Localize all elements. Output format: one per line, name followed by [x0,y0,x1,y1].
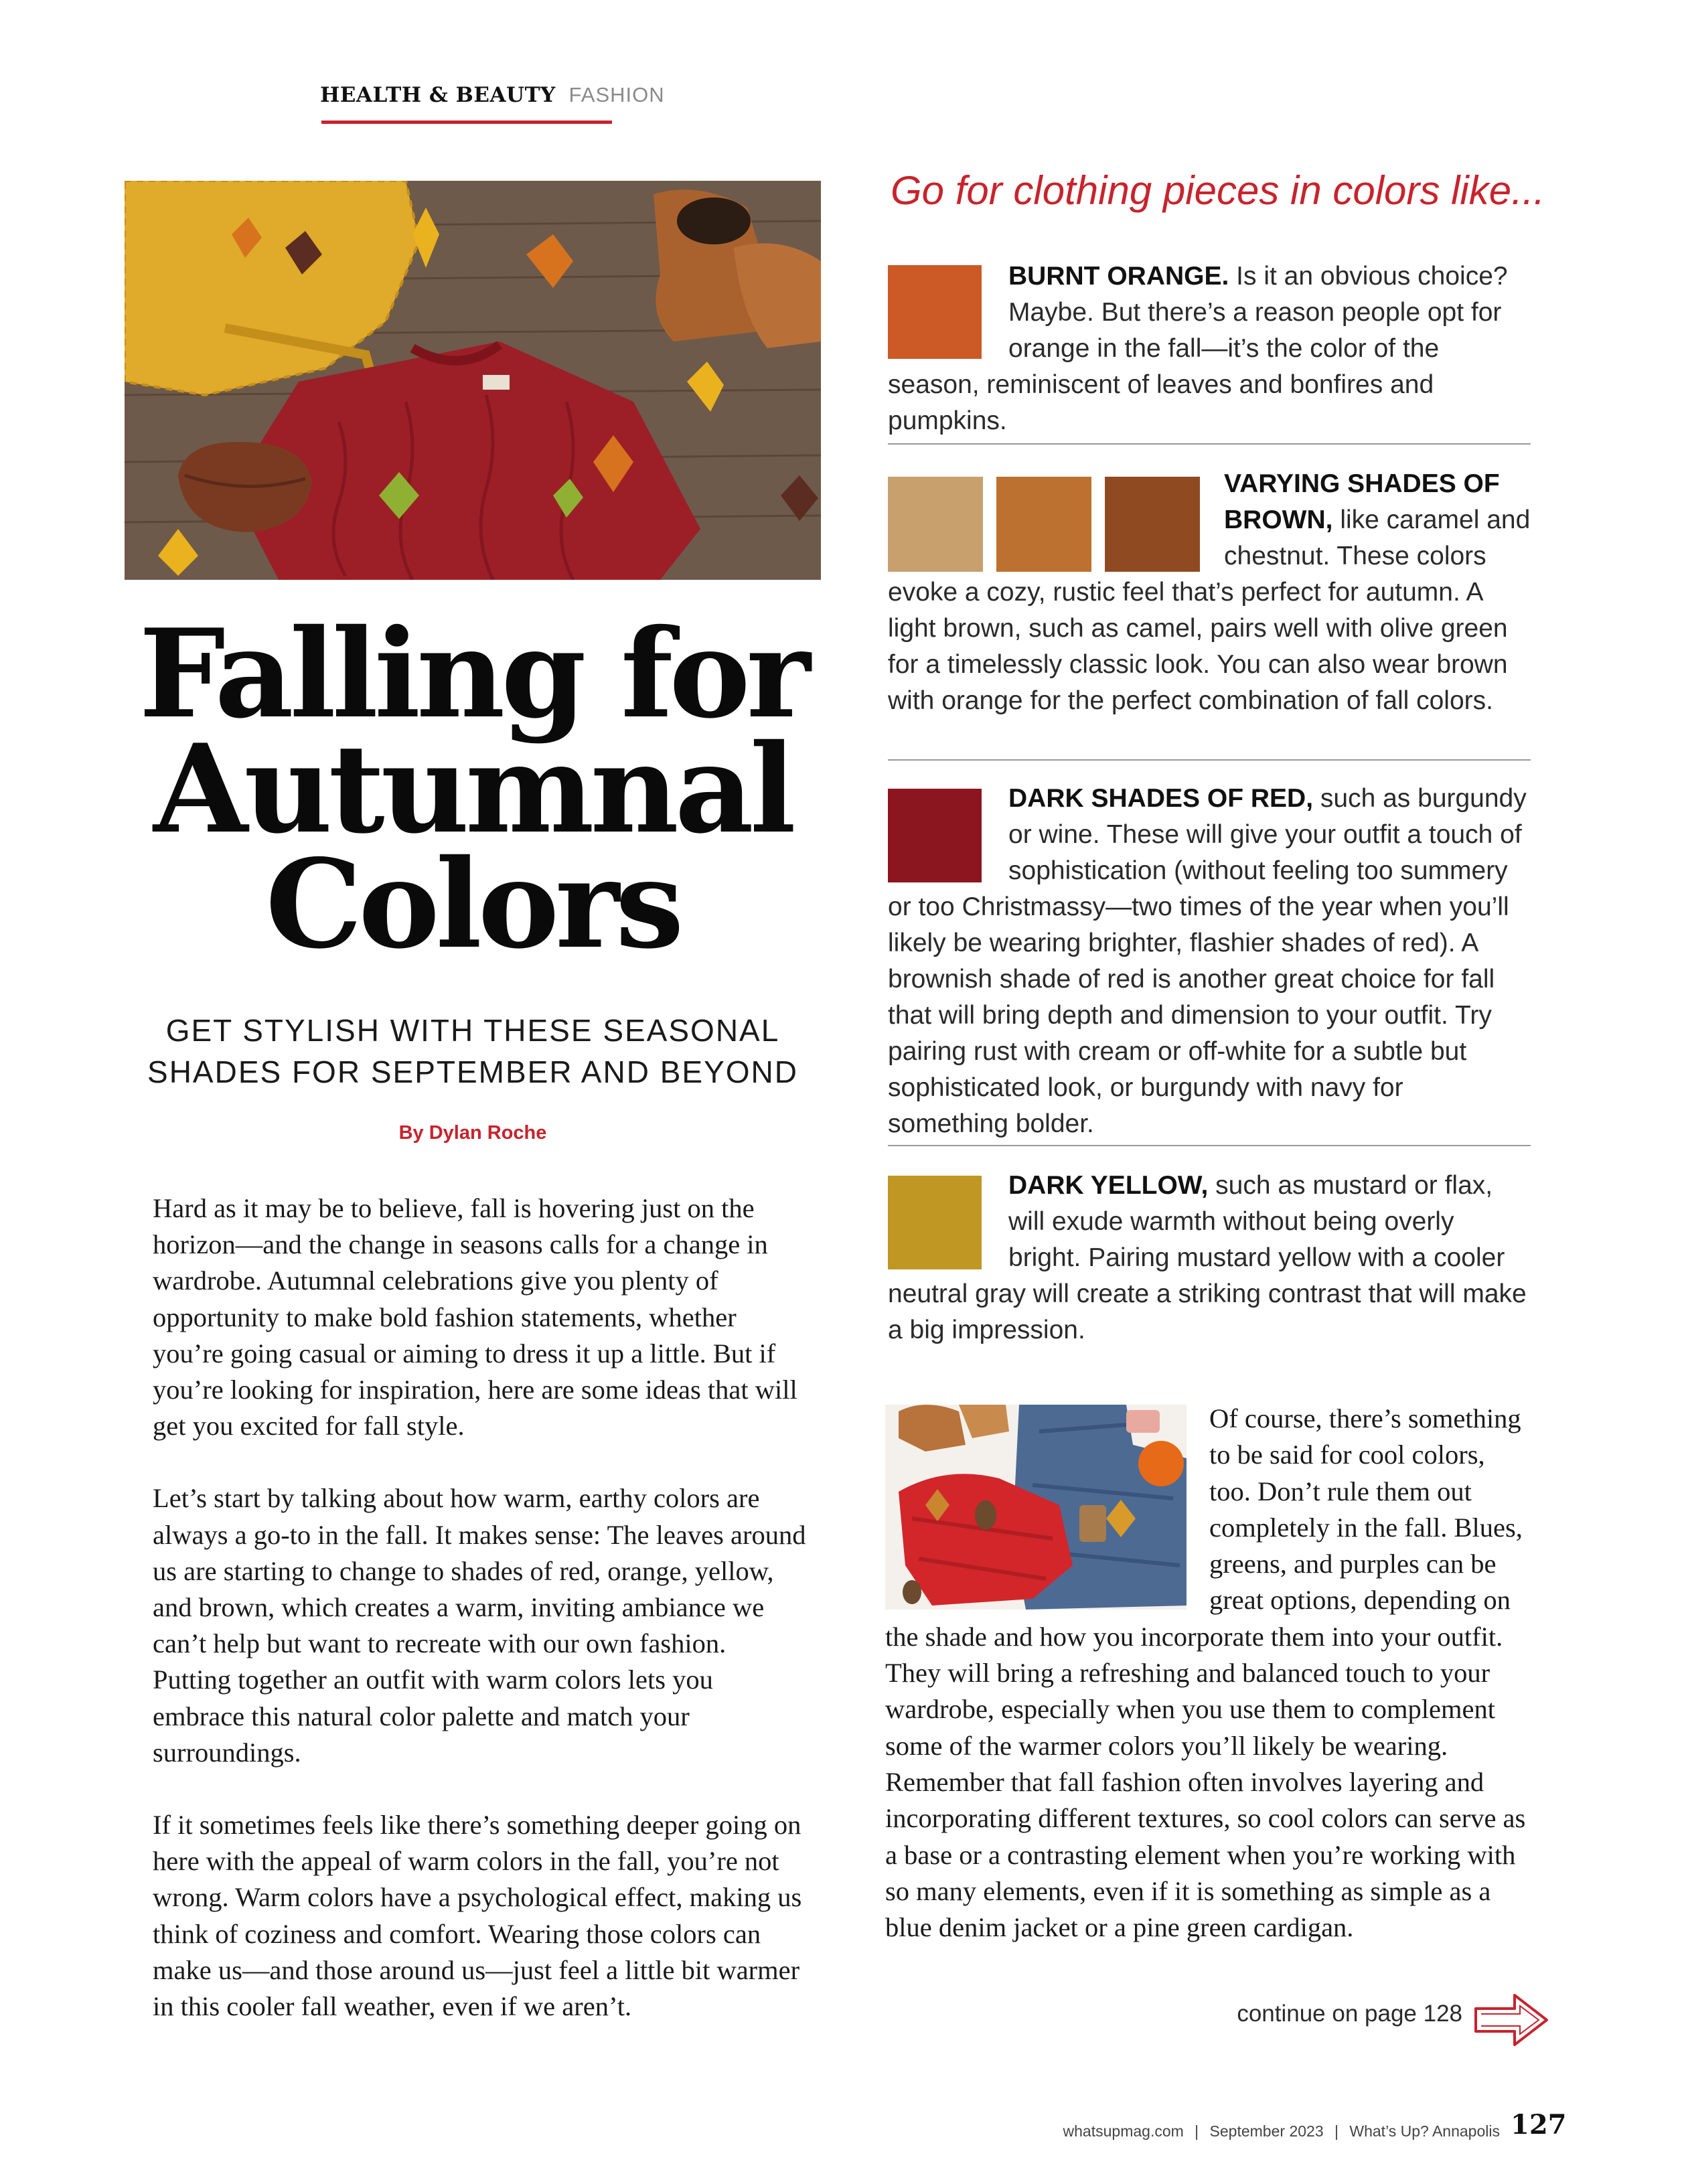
entry-lead: DARK YELLOW, [1008,1171,1209,1200]
swatch-burgundy [888,789,982,882]
article-body [153,1190,809,2061]
cool-colors-paragraph: Of course, there’s something to be said for cool colors, too. Don’t rule them out completely in the fall. Blues, greens, and purples can be great options, depending on the shade and how you incorporate them into your outfit. They will bring a refreshing and balanced touch to your wardrobe, especially when you use them to complement some of the warmer colors you’ll likely be wearing. Remember that fall fashion often involves layering and incorporating different textures, so cool colors can serve as a base or a contrasting element when you’re working with so many elements, even if it is something as simple as a blue denim jacket or a pine green cardigan. [885,1403,1526,1943]
swatch-caramel [888,477,983,572]
hero-photo [125,181,821,580]
swatch-mustard [888,1176,982,1269]
color-entry-dark-yellow [888,1168,1531,1348]
title-line: Autumnal [153,717,792,860]
page-number: 127 [1511,2109,1567,2140]
subtitle-line: SHADES FOR SEPTEMBER AND BEYOND [147,1055,798,1089]
color-entry-burnt-orange [888,258,1531,439]
byline: By Dylan Roche [398,1122,547,1144]
entry-text: like caramel and chestnut. These colors evoke a cozy, rustic feel that’s perfect for autumn. A light brown, such as camel, pairs well with olive green for a timelessly classic look. You can also wear brown with orange for the perfect combination of fall colors. [888,505,1531,715]
entry-lead: DARK SHADES OF RED, [1008,784,1314,813]
article-subtitle [125,1010,821,1093]
article-title [125,602,821,976]
footer-separator: | [1334,2122,1339,2140]
section-label: HEALTH & BEAUTY [320,83,556,107]
header-rule [321,121,612,124]
section-header [320,83,665,107]
body-paragraph: Hard as it may be to believe, fall is hovering just on the horizon—and the change in seasons calls for a change in wardrobe. Autumnal celebrations give you plenty of opportunity to make bold fashion statements, whether you’re going casual or aiming to dress it up a little. But if you’re looking for inspiration, here are some ideas that will get you excited for fall style. [153,1193,797,1441]
entry-text: such as burgundy or wine. These will give your outfit a touch of sophistication (without feeling too summery or too Christmassy—two times of the year when you’ll likely be wearing brighter, flashier shades of red). A brownish shade of red is another great choice for fall that will bring depth and dimension to your outfit. Try pairing rust with cream or off-white for a subtle but sophisticated look, or burgundy with navy for something bolder. [888,784,1527,1138]
cool-colors-section [885,1401,1529,1946]
entry-lead: VARYING SHADES OF BROWN, [1224,469,1500,534]
divider [888,759,1531,761]
inset-photo [885,1405,1187,1610]
continue-link[interactable]: continue on page 128 [1237,2001,1462,2027]
color-entry-brown [888,466,1531,719]
color-entry-dark-red [888,781,1531,1142]
divider [888,1145,1531,1146]
title-line: Colors [265,832,680,976]
subtitle-line: GET STYLISH WITH THESE SEASONAL [165,1013,780,1048]
entry-text: Is it an obvious choice? Maybe. But there’s a reason people opt for orange in the fall—it’s the color of the season, reminiscent of leaves and bonfires and pumpkins. [888,262,1508,435]
body-paragraph: If it sometimes feels like there’s something deeper going on here with the appeal of warm colors in the fall, you’re not wrong. Warm colors have a psychological effect, making us think of coziness and comfort. Wearing those colors can make us—and those around us—just feel a little bit warmer in this cooler fall weather, even if we aren’t. [153,1810,802,2022]
footer-publication: What’s Up? Annapolis [1349,2122,1500,2140]
swatch-chestnut [1105,477,1200,572]
footer-separator: | [1195,2122,1199,2140]
arrow-right-icon[interactable] [1472,1990,1552,2050]
entry-lead: BURNT ORANGE. [1008,262,1229,291]
swatch-burnt-orange [888,265,982,359]
entry-text: such as mustard or flax, will exude warmth without being overly bright. Pairing mustard yellow with a cooler neutral gray will create a striking contrast that will make a big impression. [888,1171,1527,1344]
footer-issue: September 2023 [1209,2122,1324,2140]
footer-site: whatsupmag.com [1063,2122,1184,2140]
divider [888,443,1531,445]
page-footer [937,2122,1500,2140]
title-line: Falling for [139,602,807,745]
subsection-label: FASHION [568,83,665,106]
body-paragraph: Let’s start by talking about how warm, earthy colors are always a go-to in the fall. It makes sense: The leaves around us are starting to change to shades of red, orange, yellow, and brown, which creates a warm, inviting ambiance we can’t help but want to recreate with our own fashion. Putting together an outfit with warm colors lets you embrace this natural color palette and match your surroundings. [153,1483,806,1768]
sidebar-heading: Go for clothing pieces in colors like... [891,168,1545,213]
swatch-camel [996,477,1091,572]
